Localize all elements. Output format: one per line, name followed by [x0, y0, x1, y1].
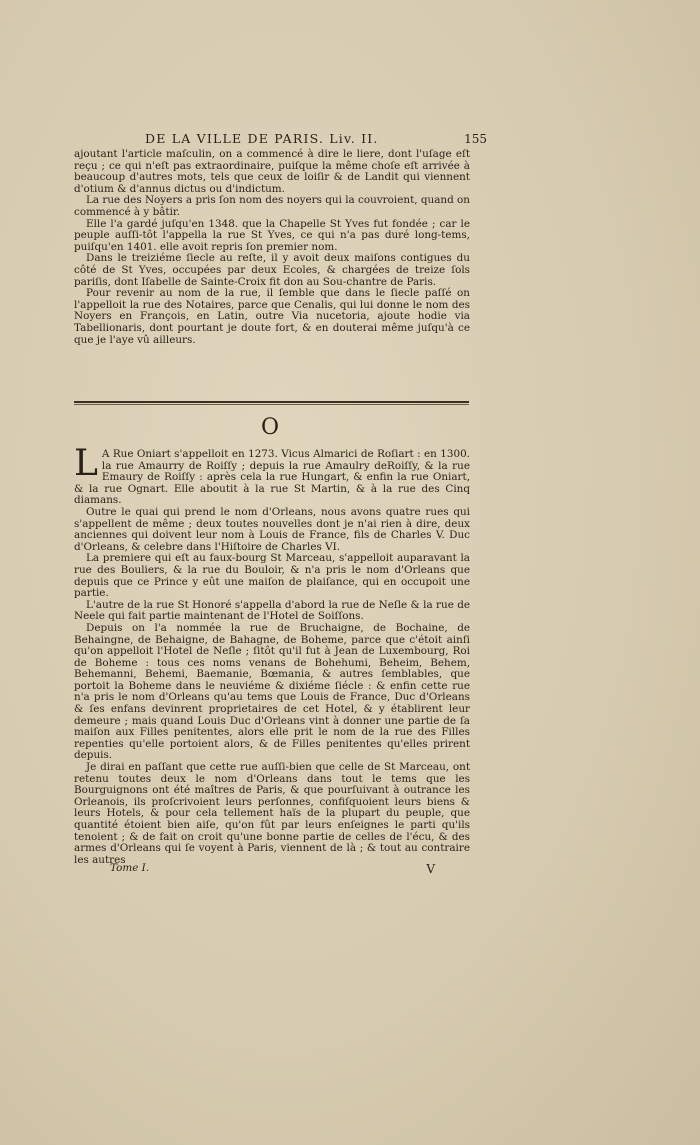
page-footer [110, 862, 435, 876]
paragraph: Elle l'a gardé juſqu'en 1348. que la Chapelle St Yves fut fondée ; car le peuple auſſi-tôt l'appella la rue St Yves, ce qui n'a pas duré long-tems, puiſqu'en 1401. elle avoit repris ſon premier nom. [74, 217, 470, 253]
text-block-rue-des-noyers [74, 149, 470, 346]
page-number: 155 [464, 132, 487, 146]
signature-mark: V [426, 862, 435, 876]
running-title: DE LA VILLE DE PARIS. Liv. II. [145, 131, 379, 146]
paragraph: Je dirai en paſſant que cette rue auſſi-bien que celle de St Marceau, ont retenu toutes deux le nom d'Orleans dans tout le tems que les Bourguignons ont été maîtres de Paris, & que pourſuivant à outrance les Orleanois, ils proſcrivoient leurs perſonnes, confiſquoient leurs biens & leurs Hotels, & pour cela tellement haïs de la plupart du peuple, que quantité étoient bien aiſe, qu'on fût par leurs enſeignes le parti qu'ils tenoient ; & de fait on croit qu'une bonne partie de celles de l'écu, & des armes d'Orleans qui ſe voyent à Paris, viennent de là ; & tout au contraire les autres [74, 761, 470, 866]
paragraph: Pour revenir au nom de la rue, il ſemble que dans le ſiecle paſſé on l'appelloit la rue des Notaires, parce que Cenalis, qui lui donne le nom des Noyers en François, en Latin, outre Via nucetoria, ajoute hodie via Tabellionaris, dont pourtant je doute fort, & en douterai même juſqu'à ce que je l'aye vû ailleurs. [74, 287, 470, 346]
running-header [145, 131, 487, 146]
volume-mark: Tome I. [110, 862, 150, 874]
paragraph [74, 443, 470, 507]
paragraph: La premiere qui eſt au faux-bourg St Marceau, s'appelloit auparavant la rue des Bouliers, & la rue du Bouloir, & n'a pris le nom d'Orleans que depuis que ce Prince y eût une maiſon de plaiſance, qui en occupoit une partie. [74, 552, 470, 600]
paragraph: L'autre de la rue St Honoré s'appella d'abord la rue de Neſle & la rue de Neele qui fait partie maintenant de l'Hotel de Soiſſons. [74, 598, 470, 623]
section-rule-thin [74, 404, 469, 405]
paragraph: Outre le quai qui prend le nom d'Orleans, nous avons quatre rues qui s'appellent de même ; deux toutes nouvelles dont je n'ai rien à dire, deux anciennes qui doivent leur nom à Louis de France, fils de Charles V. Duc d'Orleans, & celebre dans l'Hiſtoire de Charles VI. [74, 505, 470, 553]
paragraph: La rue des Noyers a pris ſon nom des noyers qui la couvroient, quand on commencé à y bâtir. [74, 194, 470, 218]
paragraph: Depuis on l'a nommée la rue de Bruchaigne, de Bochaine, de Behaingne, de Behaigne, de Bahagne, de Boheme, parce que c'étoit ainſi qu'on appelloit l'Hotel de Neſle ; ſitôt qu'il fut à Jean de Luxembourg, Roi de Boheme : tous ces noms venans de Bohehumi, Beheim, Behem, Behemanni, Behemi, Baemanie, Bœmania, & autres ſemblables, que portoit la Boheme dans le neuviéme & dixiéme ſiécle : & enfin cette rue n'a pris le nom d'Orleans qu'au tems que Louis de France, Duc d'Orleans & ſes enfans devinrent proprietaires de cet Hotel, & y établirent leur demeure ; mais quand Louis Duc d'Orleans vint à donner une partie de ſa maiſon aux Filles penitentes, alors elle prit le nom de la rue des Filles repenties qu'elle portoient alors, & de Filles penitentes qu'elles prirent depuis. [74, 621, 470, 762]
paragraph: Dans le treiziéme ſiecle au reſte, il y avoit deux maiſons contigues du côté de St Yves, occupées par deux Ecoles, & chargées de treize ſols pariſis, dont Iſabelle de Sainte-Croix fit don au Sou-chantre de Paris. [74, 252, 470, 288]
paragraph: ajoutant l'article maſculin, on a commencé à dire le liere, dont l'uſage eſt reçu ; ce qui n'eſt pas extraordinaire, puiſque la même choſe eſt arrivée à beaucoup d'autres mots, tels que ceux de loiſir & de Landit qui viennent d'otium & d'annus dictus ou d'indictum. [74, 148, 470, 195]
drop-cap: L [74, 443, 98, 484]
text-block-section-o [74, 443, 470, 866]
section-rule [74, 401, 469, 403]
paragraph-text: A Rue Oniart s'appelloit en 1273. Vicus Almarici de Roſiart : en 1300. la rue Amaurry de Roiſſy ; depuis la rue Amaulry deRoiſſy, & la rue Emaury de Roiſſy : après cela la rue Hungart, & enfin la rue Oniart, & la rue Ognart. Elle aboutit à la rue St Martin, & à la rue des Cinq diamans. [74, 448, 470, 507]
section-letter: O [260, 415, 280, 440]
